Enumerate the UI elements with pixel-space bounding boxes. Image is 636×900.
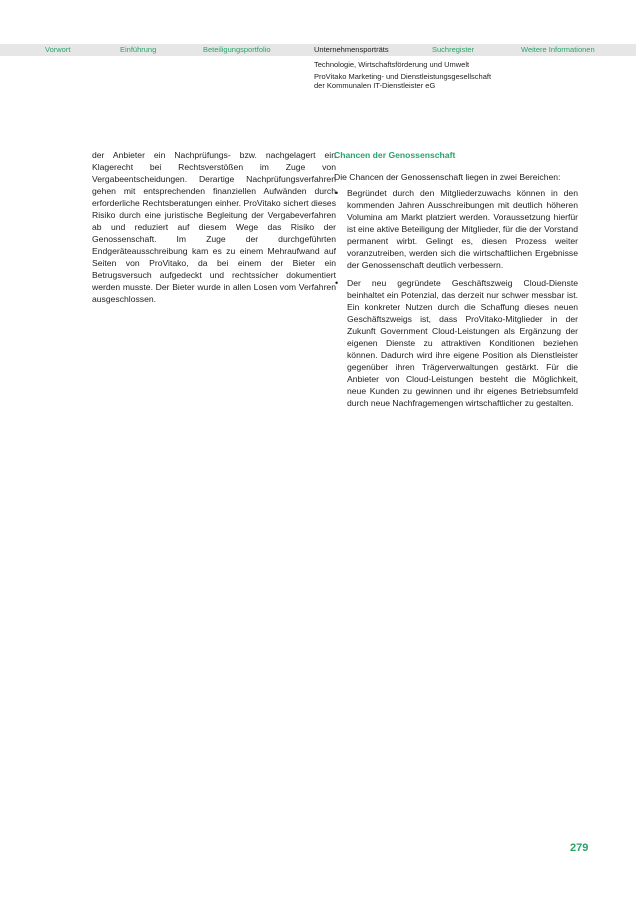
company-name-line1: ProVitako Marketing- und Dienstleistungsgesellschaft — [314, 72, 492, 81]
bullet-text: Begründet durch den Mitgliederzuwachs können in den kommenden Jahren Ausschreibungen mit deutlich höheren Volumina am Markt platziert werden. Voraussetzung hierfür ist eine aktive Beteiligung der Mitglieder, für die der Vorstand permanent wirbt. Gelingt es, diesen Prozess weiter voranzutreiben, werden sich die wirtschaftlichen Ergebnisse der Genossenschaft deutlich verbessern. — [347, 188, 578, 270]
left-paragraph: der Anbieter ein Nachprüfungs- bzw. nachgelagert ein Klagerecht bei Rechtsverstößen im Zuge von Vergabeentscheidungen. Derartige Nachprüfungsverfahren gehen mit entsprechenden finanziellen Aufwänden durch erforderliche Rechtsberatungen einher. ProVitako sichert dieses Risiko durch eine juristische Begleitung der Vergabeverfahren ab und reduziert auf diesem Wege das Risiko der Genossenschaft. Im Zuge der durchgeführten Endgeräteausschreibung kam es zu einem Mehraufwand auf Seiten von ProVitako, da bei einem der Bieter ein Betrugsversuch aufgedeckt und rechtssicher dokumentiert werden musste. Der Bieter wurde in allen Losen vom Verfahren ausgeschlossen. — [92, 150, 336, 304]
section-heading: Chancen der Genossenschaft — [334, 150, 456, 160]
bullet-item — [334, 187, 578, 271]
nav-link-beteiligungsportfolio[interactable]: Beteiligungsportfolio — [203, 45, 271, 54]
right-text-column — [334, 149, 578, 415]
nav-link-einfuehrung[interactable]: Einführung — [120, 45, 157, 54]
category-subtitle: Technologie, Wirtschaftsförderung und Umwelt — [314, 60, 470, 69]
bullet-icon: • — [335, 278, 339, 288]
intro-paragraph: Die Chancen der Genossenschaft liegen in zwei Bereichen: — [334, 172, 561, 182]
nav-link-suchregister[interactable]: Suchregister — [432, 45, 475, 54]
nav-link-weitere-informationen[interactable]: Weitere Informationen — [521, 45, 595, 54]
bullet-text: Der neu gegründete Geschäftszweig Cloud-Dienste beinhaltet ein Potenzial, das derzeit nur schwer messbar ist. Ein konkreter Nutzen durch die Schaffung dieses neuen Geschäftszweigs ist, dass ProVitako-Mitglieder in der Zukunft Government Cloud-Leistungen als Ergänzung der eigenen Dienste zu attraktiven Konditionen beziehen können. Dadurch wird ihre eigene Position als Dienstleister gegenüber ihren Trägerverwaltungen gestärkt. Für die Anbieter von Cloud-Leistungen besteht die Möglichkeit, neue Kunden zu gewinnen und ihr eigenes Betriebsumfeld durch neue Nachfragemengen wirtschaftlicher zu gestalten. — [347, 278, 578, 408]
left-text-column — [92, 149, 339, 305]
company-name-line2: der Kommunalen IT-Dienstleister eG — [314, 81, 436, 90]
nav-link-vorwort[interactable]: Vorwort — [45, 45, 71, 54]
page-number: 279 — [570, 842, 589, 854]
nav-link-unternehmensportraets[interactable]: Unternehmensporträts — [314, 45, 389, 54]
bullet-icon: • — [335, 188, 339, 198]
bullet-list — [334, 187, 578, 409]
bullet-item — [334, 277, 578, 409]
top-navigation-bar — [0, 44, 636, 56]
